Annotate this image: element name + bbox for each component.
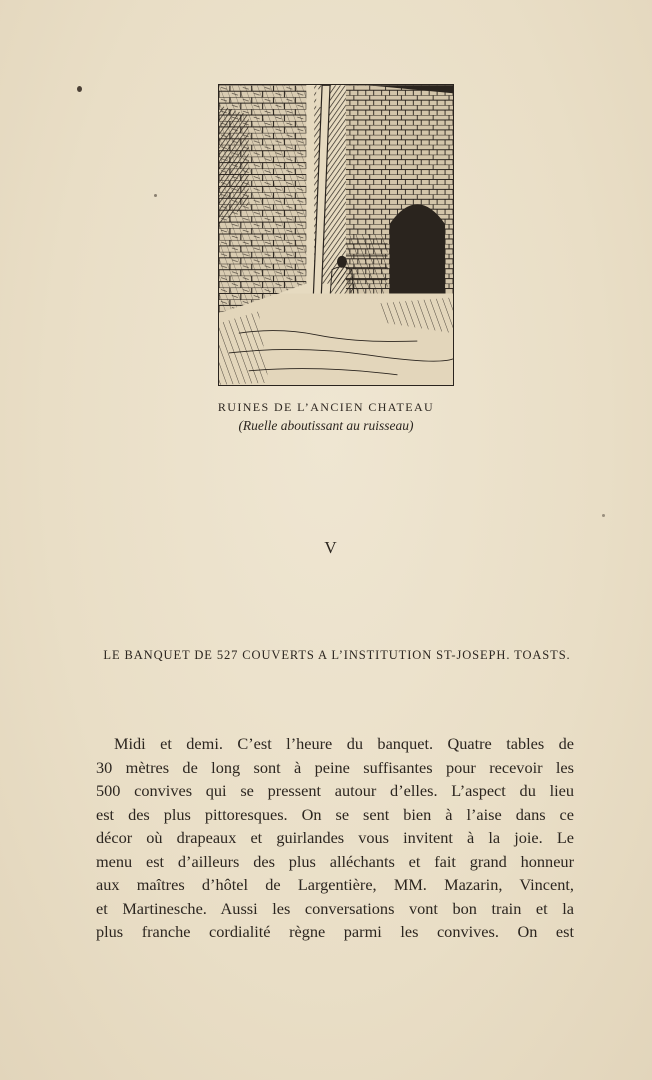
illustration-caption-subtitle: (Ruelle aboutissant au ruisseau) bbox=[238, 418, 414, 433]
engraving-illustration bbox=[218, 84, 454, 386]
body-line: menu est d’ailleurs des plus alléchants et fait grand honneur bbox=[96, 851, 574, 871]
body-line: 500 convives qui se pressent autour d’elles. L’aspect du lieu bbox=[96, 781, 574, 800]
body-line: 30 mètres de long sont à peine suffisantes pour recevoir les bbox=[96, 757, 574, 777]
body-line: décor où drapeaux et guirlandes vous invitent à la joie. Le bbox=[96, 828, 574, 847]
ink-speck bbox=[154, 194, 157, 197]
chapter-title: LE BANQUET DE 527 COUVERTS A L’INSTITUTION ST-JOSEPH. TOASTS. bbox=[103, 648, 571, 662]
chapter-number: V bbox=[324, 538, 338, 557]
ink-speck bbox=[77, 86, 82, 92]
body-line: Midi et demi. C’est l’heure du banquet. Quatre tables de bbox=[114, 734, 574, 753]
illustration-caption-title: RUINES DE L’ANCIEN CHATEAU bbox=[217, 400, 435, 414]
body-line: aux maîtres d’hôtel de Largentière, MM. Mazarin, Vincent, bbox=[96, 875, 574, 894]
body-line: est des plus pittoresques. On se sent bien à l’aise dans ce bbox=[96, 804, 574, 824]
body-line: et Martinesche. Aussi les conversations vont bon train et la bbox=[96, 898, 574, 918]
body-paragraph bbox=[96, 732, 574, 944]
body-line: plus franche cordialité règne parmi les convives. On est bbox=[96, 922, 574, 941]
castle-ruins-engraving bbox=[219, 85, 453, 385]
ink-speck bbox=[602, 514, 605, 517]
